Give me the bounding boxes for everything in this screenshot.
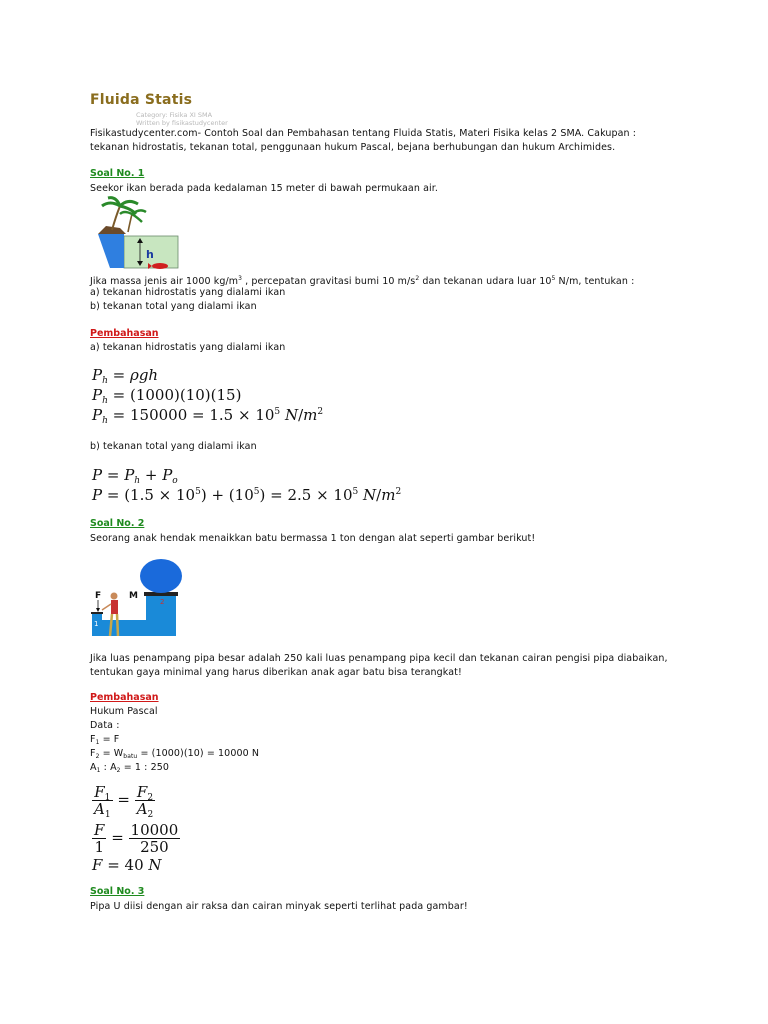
f1-value: = F — [99, 734, 120, 745]
f2-value: = (1000)(10) = 10000 N — [137, 748, 260, 759]
given-density: Jika massa jenis air 1000 kg/m — [90, 276, 239, 287]
sub-a2: 2 — [116, 767, 121, 774]
pembahasan-1-heading: Pembahasan — [90, 328, 159, 339]
sub-1: 1 — [95, 739, 100, 746]
soal-1-item-a: a) tekanan hidrostatis yang dialami ikan — [90, 287, 286, 298]
given-gravity: , percepatan gravitasi bumi 10 m/s — [242, 276, 416, 287]
soal-1-heading: Soal No. 1 — [90, 168, 145, 179]
equation-pascal-3: F = 40 N — [92, 856, 162, 874]
author-meta: Written by fisikastudycenter — [136, 119, 228, 127]
given-unit: N/m, tentukan : — [555, 276, 635, 287]
category-meta: Category: Fisika XI SMA — [136, 111, 213, 119]
arrow-down-icon — [96, 608, 100, 612]
ratio-value: = 1 : 250 — [120, 762, 170, 773]
soal-3-question: Pipa U diisi dengan air raksa dan cairan minyak seperti terlihat pada gambar! — [90, 901, 468, 912]
label-M: M — [129, 591, 138, 601]
equation-ph-1: $P_h = \rho gh$ — [92, 366, 159, 386]
f2-equals-w: = W — [99, 748, 124, 759]
sol-a-label: a) tekanan hidrostatis yang dialami ikan — [90, 342, 286, 353]
child-body — [111, 600, 118, 614]
fish-depth-figure — [96, 196, 182, 272]
given-pressure: dan tekanan udara luar 10 — [419, 276, 552, 287]
sub-batu: batu — [123, 753, 138, 760]
depth-label: h — [146, 248, 154, 261]
equation-p-1: $P = P_h + P_o$ — [92, 466, 178, 486]
stone-icon — [140, 559, 182, 593]
intro-line-1: Fisikastudycenter.com- Contoh Soal dan Pembahasan tentang Fluida Statis, Materi Fisika kelas 2 SMA. Cakupan : — [90, 128, 637, 139]
equation-ph-3: $P_h = 150000 = 1.5 \times 10^5$ $N/m^2$ — [92, 406, 324, 426]
pembahasan-2-heading: Pembahasan — [90, 692, 159, 703]
page-title: Fluida Statis — [90, 92, 193, 108]
sup-3: 3 — [238, 275, 243, 282]
palm-leaves — [102, 198, 138, 214]
child-head — [111, 593, 118, 600]
f2-symbol: F — [90, 748, 96, 759]
data-label: Data : — [90, 720, 120, 731]
water-body — [98, 234, 124, 268]
sol-b-label: b) tekanan total yang dialami ikan — [90, 441, 257, 452]
child-leg-right — [117, 614, 118, 636]
equation-pascal-1: $\frac{F_1}{A_1}$ = $\frac{F_2}{A_2}$ — [94, 783, 154, 820]
sub-a1: 1 — [96, 767, 101, 774]
label-F: F — [95, 591, 102, 601]
soal-3-heading: Soal No. 3 — [90, 886, 145, 897]
soal-2-question: Seorang anak hendak menaikkan batu bermassa 1 ton dengan alat seperti gambar berikut! — [90, 533, 536, 544]
soal-2-heading: Soal No. 2 — [90, 518, 145, 529]
equation-p-2: $P = (1.5 \times 10^5) + (10^5) = 2.5 \times 10^5$ $N/m^2$ — [92, 486, 402, 504]
label-2: 2 — [160, 598, 165, 606]
soal-1-item-b: b) tekanan total yang dialami ikan — [90, 301, 257, 312]
sup-2: 2 — [415, 275, 420, 282]
a1-symbol: A — [90, 762, 97, 773]
palm-trunk-2 — [128, 214, 132, 232]
small-piston — [91, 612, 103, 614]
equation-pascal-2: $\frac{F}{1}$ = $\frac{10000}{250}$ — [94, 821, 179, 856]
equation-ph-2: $P_h = (1000)(10)(15)$ — [92, 386, 242, 406]
sub-2: 2 — [95, 753, 100, 760]
fish-icon — [152, 263, 168, 269]
palm-trunk — [112, 206, 120, 230]
child-arm — [102, 604, 111, 610]
f1-symbol: F — [90, 734, 96, 745]
hydraulic-lift-figure — [88, 556, 188, 640]
data-area-ratio — [90, 761, 169, 778]
palm-leaves-2 — [120, 210, 146, 222]
a2-symbol: : A — [100, 762, 117, 773]
soal-1-question: Seekor ikan berada pada kedalaman 15 meter di bawah permukaan air. — [90, 183, 438, 194]
soal-2-text-2: tentukan gaya minimal yang harus diberikan anak agar batu bisa terangkat! — [90, 667, 462, 678]
label-1: 1 — [94, 620, 99, 628]
sup-5: 5 — [551, 275, 556, 282]
soal-2-text-1: Jika luas penampang pipa besar adalah 250 kali luas penampang pipa kecil dan tekanan cairan pengisi pipa diabaikan, — [90, 653, 668, 664]
hukum-pascal: Hukum Pascal — [90, 706, 158, 717]
intro-line-2: tekanan hidrostatis, tekanan total, penggunaan hukum Pascal, bejana berhubungan dan hukum Archimides. — [90, 142, 616, 153]
